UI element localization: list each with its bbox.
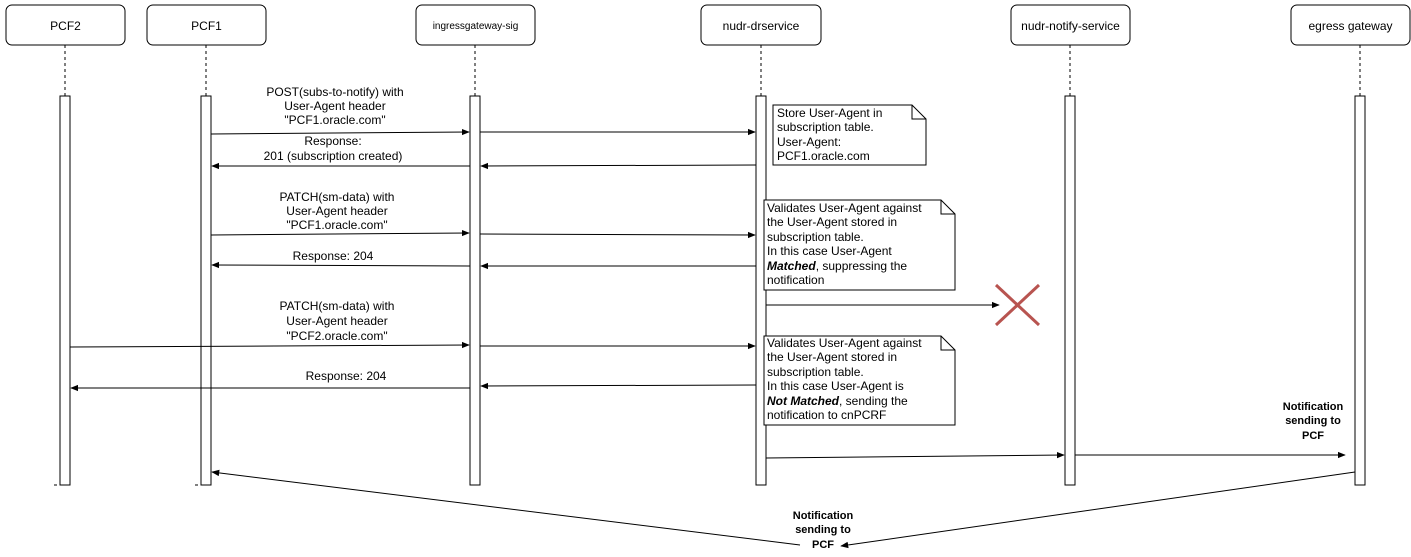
- note-matched-line3: subscription table.: [767, 230, 864, 244]
- arrow-resp204-igw-to-pcf1: [212, 265, 470, 266]
- patch2-label-line2: User-Agent header: [286, 314, 388, 328]
- patch1-label-line1: PATCH(sm-data) with: [279, 190, 395, 204]
- activation-pcf2: [60, 96, 70, 485]
- participant-nudr-drservice: [701, 5, 821, 45]
- participant-pcf1: [147, 5, 266, 45]
- egw-notification-line1: Notification: [1282, 401, 1344, 413]
- note-validation-matched: [764, 200, 955, 290]
- patch1-response: Response: 204: [292, 249, 374, 263]
- patch1-label-line3: "PCF1.oracle.com": [286, 218, 388, 232]
- note-matched-line4: In this case User-Agent: [767, 244, 892, 258]
- note-not-matched-emphasis: Not Matched: [767, 394, 839, 408]
- note-matched-line1: Validates User-Agent against: [767, 201, 922, 215]
- note-validation-not-matched: [764, 336, 955, 425]
- post-response-line1: Response:: [304, 134, 362, 148]
- note-not-matched-line6: notification to cnPCRF: [767, 408, 887, 422]
- patch2-label-line1: PATCH(sm-data) with: [279, 299, 395, 313]
- x-cross-icon: [996, 285, 1039, 325]
- note-store-line3: User-Agent:: [777, 135, 842, 149]
- note-not-matched-line3: subscription table.: [767, 365, 864, 379]
- bottom-notification-line3: PCF: [812, 539, 834, 551]
- participant-egress-gateway-label: egress gateway: [1308, 19, 1393, 33]
- lifelines: [65, 45, 1360, 96]
- participant-pcf2: [6, 5, 125, 45]
- egw-notification-line2: sending to: [1285, 415, 1341, 427]
- note-not-matched-line1: Validates User-Agent against: [767, 336, 922, 350]
- arrow-resp-nudr-to-igw: [481, 165, 756, 166]
- note-matched-rest: , suppressing the: [815, 259, 908, 273]
- note-matched-emphasis: Matched: [767, 259, 816, 273]
- note-not-matched-line5: [767, 394, 908, 408]
- patch1-label-line2: User-Agent header: [286, 204, 388, 218]
- note-not-matched-rest: , sending the: [839, 394, 908, 408]
- note-store-line2: subscription table.: [777, 120, 874, 134]
- note-store-line4: PCF1.oracle.com: [777, 149, 870, 163]
- note-store-line1: Store User-Agent in: [777, 106, 883, 120]
- note-not-matched-line4: In this case User-Agent is: [767, 379, 904, 393]
- post-label-line1: POST(subs-to-notify) with: [266, 85, 404, 99]
- post-label-line3: "PCF1.oracle.com": [284, 113, 386, 127]
- participant-nudr-notify-label: nudr-notify-service: [1021, 19, 1120, 33]
- patch2-label-line3: "PCF2.oracle.com": [286, 329, 388, 343]
- post-response-line2: 201 (subscription created): [263, 149, 403, 163]
- activation-ingressgateway: [470, 96, 480, 485]
- participant-egress-gateway: [1291, 5, 1410, 45]
- arrow-resp204b-nudr-to-igw: [481, 385, 756, 386]
- arrow-nudr-to-notify: [766, 455, 1064, 458]
- activation-pcf1: [201, 96, 211, 485]
- arrow-patch1-igw-to-nudr: [480, 234, 755, 235]
- activation-bars: [60, 96, 1365, 485]
- message-arrows: [70, 132, 1355, 546]
- participant-ingressgateway: [416, 5, 535, 45]
- bottom-notification-line1: Notification: [792, 510, 854, 522]
- note-matched-line2: the User-Agent stored in: [767, 215, 898, 229]
- arrow-egw-to-bottom: [841, 472, 1355, 546]
- note-matched-line5: [767, 259, 907, 273]
- note-not-matched-line2: the User-Agent stored in: [767, 350, 898, 364]
- activation-egress-gateway: [1355, 96, 1365, 485]
- participant-nudr-drservice-label: nudr-drservice: [722, 19, 800, 33]
- participant-ingressgateway-label: ingressgateway-sig: [432, 21, 519, 32]
- activation-nudr-notify: [1065, 96, 1075, 485]
- arrow-patch2-pcf2-to-igw: [70, 345, 469, 347]
- post-label-line2: User-Agent header: [284, 99, 386, 113]
- patch2-response: Response: 204: [305, 369, 387, 383]
- participant-pcf1-label: PCF1: [191, 19, 222, 33]
- note-matched-line6: notification: [767, 273, 825, 287]
- arrow-bottom-to-pcf1: [212, 472, 800, 545]
- note-store-user-agent: [773, 105, 926, 165]
- arrow-patch1-pcf1-to-igw: [211, 233, 469, 235]
- bottom-notification-line2: sending to: [795, 524, 851, 536]
- egw-notification-line3: PCF: [1302, 430, 1324, 442]
- participant-pcf2-label: PCF2: [50, 19, 81, 33]
- participant-nudr-notify: [1011, 5, 1130, 45]
